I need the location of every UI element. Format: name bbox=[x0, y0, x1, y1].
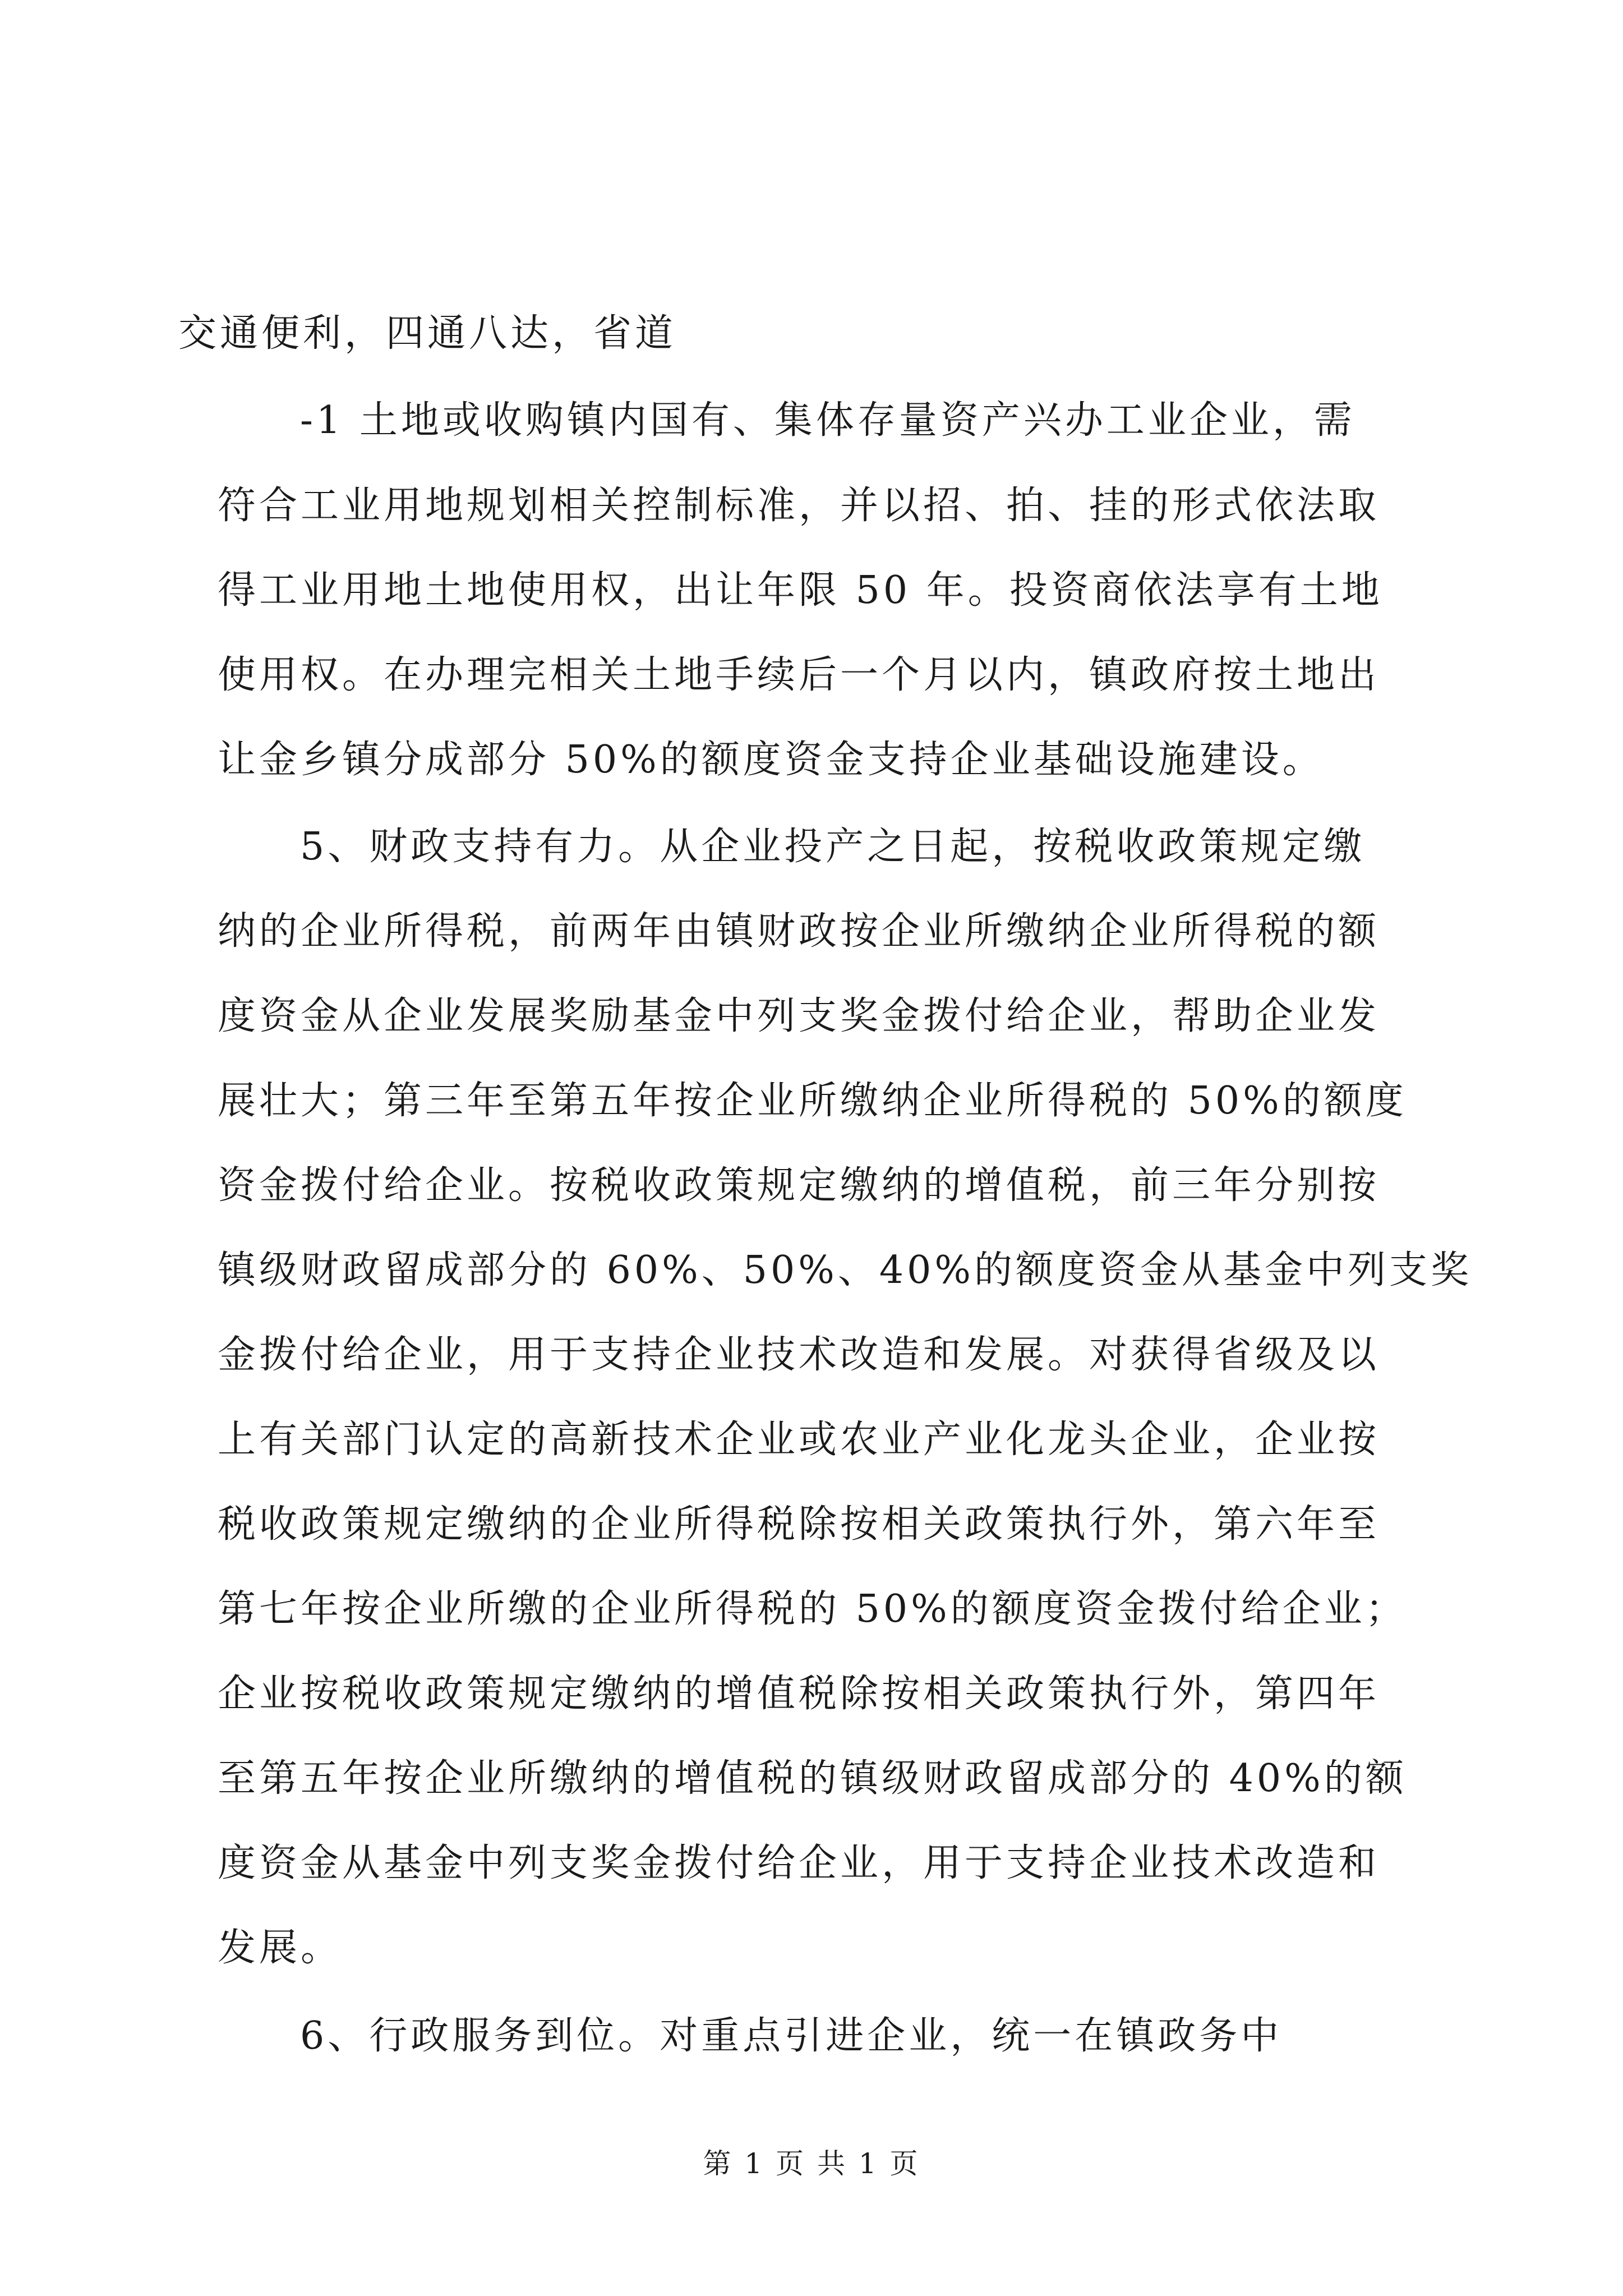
body-text-line: 5、财政支持有力。从企业投产之日起，按税收政策规定缴 bbox=[300, 825, 1366, 869]
body-text-line: 交通便利，四通八达，省道 bbox=[178, 311, 677, 356]
body-text-line: 至第五年按企业所缴纳的增值税的镇级财政留成部分的 40%的额 bbox=[218, 1756, 1407, 1801]
body-text-line: 让金乡镇分成部分 50%的额度资金支持企业基础设施建设。 bbox=[218, 738, 1324, 782]
body-text-line: 税收政策规定缴纳的企业所得税除按相关政策执行外，第六年至 bbox=[218, 1502, 1380, 1547]
body-text-line: 纳的企业所得税，前两年由镇财政按企业所缴纳企业所得税的额 bbox=[218, 909, 1380, 954]
body-text-line: 符合工业用地规划相关控制标准，并以招、拍、挂的形式依法取 bbox=[218, 484, 1380, 528]
body-text-line: 度资金从企业发展奖励基金中列支奖金拨付给企业，帮助企业发 bbox=[218, 994, 1380, 1038]
body-text-line: 上有关部门认定的高新技术企业或农业产业化龙头企业，企业按 bbox=[218, 1418, 1380, 1462]
body-text-line: 第七年按企业所缴的企业所得税的 50%的额度资金拨付给企业； bbox=[218, 1587, 1407, 1631]
body-text-line: 金拨付给企业，用于支持企业技术改造和发展。对获得省级及以 bbox=[218, 1333, 1380, 1377]
body-text-line: 资金拨付给企业。按税收政策规定缴纳的增值税，前三年分别按 bbox=[218, 1163, 1380, 1208]
body-text-line: 企业按税收政策规定缴纳的增值税除按相关政策执行外，第四年 bbox=[218, 1672, 1380, 1716]
body-text-line: -1 土地或收购镇内国有、集体存量资产兴办工业企业，需 bbox=[300, 398, 1355, 443]
body-text-line: 发展。 bbox=[218, 1926, 343, 1970]
body-text-line: 展壮大；第三年至第五年按企业所缴纳企业所得税的 50%的额度 bbox=[218, 1079, 1407, 1123]
body-text-line: 度资金从基金中列支奖金拨付给企业，用于支持企业技术改造和 bbox=[218, 1841, 1380, 1885]
body-text-line: 使用权。在办理完相关土地手续后一个月以内，镇政府按土地出 bbox=[218, 653, 1380, 697]
page-number-footer: 第 1 页 共 1 页 bbox=[703, 2147, 920, 2180]
body-text-line: 得工业用地土地使用权，出让年限 50 年。投资商依法享有土地 bbox=[218, 568, 1383, 613]
body-text-line: 镇级财政留成部分的 60%、50%、40%的额度资金从基金中列支奖 bbox=[218, 1248, 1473, 1292]
body-text-line: 6、行政服务到位。对重点引进企业，统一在镇政务中 bbox=[300, 2014, 1283, 2058]
